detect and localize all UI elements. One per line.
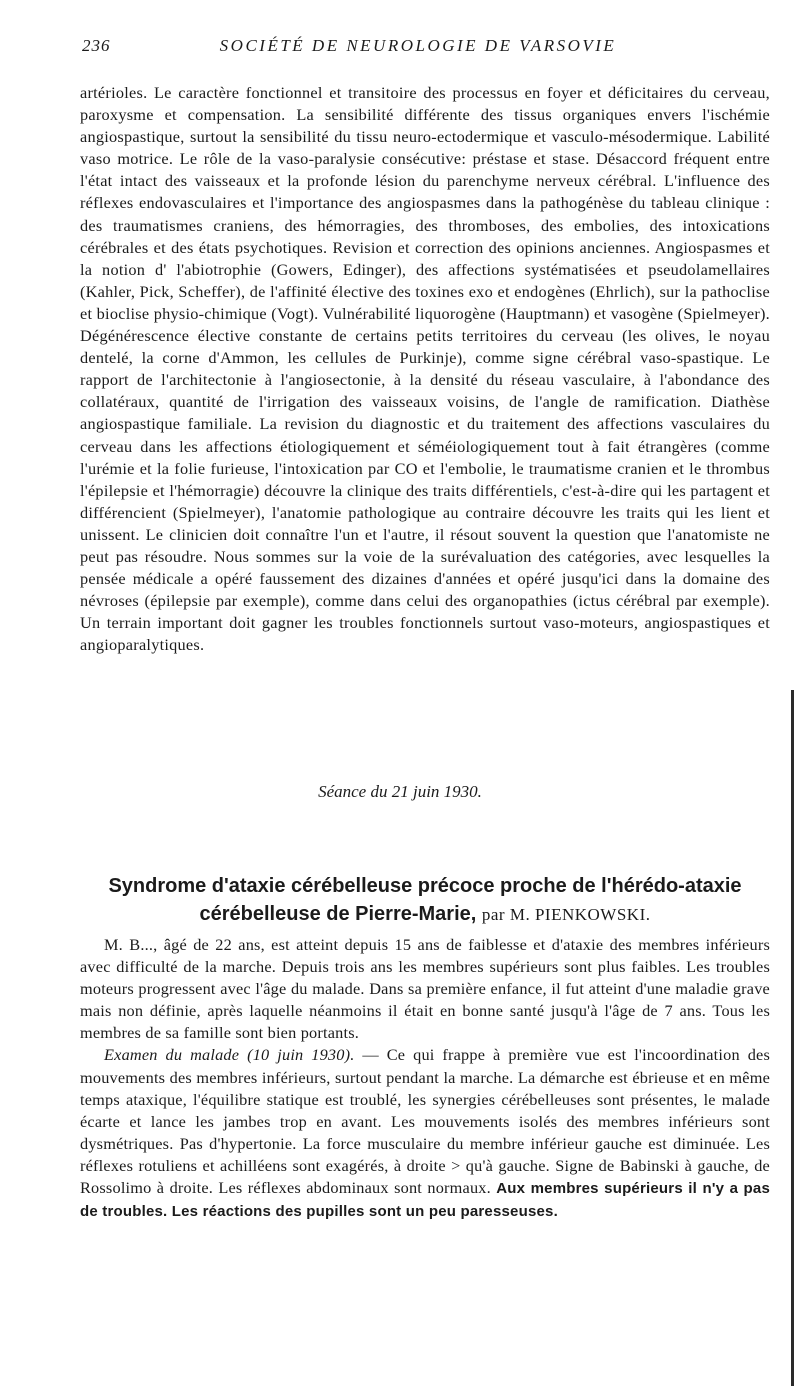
body-paragraph: artérioles. Le caractère fonctionnel et transitoire des processus en foyer et déficitaires du cerveau, paroxysme et compensation. La sensibilité différente des tissus organiques envers l'ischémie angiospastique, surtout la sensibilité du tissu neuro-ectodermique et vasculo-mésodermique. Labilité vaso motrice. Le rôle de la vaso-paralysie consécutive: préstase et stase. Désaccord fréquent entre l'état intact des vaisseaux et la profonde lésion du parenchyme nerveux cérébral. L'influence des réflexes endovasculaires et l'importance des angiospasmes dans la pathogénèse du tableau clinique : des traumatismes craniens, des hémorragies, des thromboses, des embolies, des intoxications cérébrales et des états psychotiques. Revision et correction des opinions anciennes. Angiospasmes et la notion d' l'abiotrophie (Gowers, Edinger), des affections systématisées et pseudolamellaires (Kahler, Pick, Scheffer), de l'affinité élective des toxines exo et endogènes (Ehrlich), sur la pathoclise et bioclise physio-chimique (Vogt). Vulnérabilité liquorogène (Hauptmann) et vasogène (Spielmeyer). Dégénérescence élective constante de certains petits territoires du cerveau (les olives, le noyau dentelé, la corne d'Ammon, les cellules de Purkinje), comme signe cérébral vaso-spastique. Le rapport de l'architectonie à l'angiosectonie, à la densité du réseau vasculaire, à l'abondance des collatéraux, quantité de l'irrigation des vaisseaux voisins, de l'angle de ramification. Diathèse angiospastique familiale. La revision du diagnostic et du traitement des affections vasculaires du cerveau dans les affections étiologiquement et séméiologiquement tout à fait étrangères (comme l'urémie et la folie furieuse, l'intoxication par CO et l'embolie, le traumatisme cranien et le thrombus l'épilepsie et l'hémorragie) découvre la clinique des traits différentiels, c'est-à-dire qui les partagent et différencient (Spielmeyer), l'anatomie pathologique au contraire découvre les traits qui les lient et unissent. Le clinicien doit connaître l'un et l'autre, il résout souvent la question que l'anatomiste ne peut pas résoudre. Nous sommes sur la voie de la surévaluation des catégories, avec lesquelles la pensée médicale a opéré faussement des dizaines d'années et opéré jusqu'ici dans la domaine des névroses (épilepsie par exemple), comme dans celui des organopathies (ictus cérébral par exemple). Un terrain important doit gagner les troubles fonctionnels surtout vaso-moteurs, angiospastiques et angioparalytiques. [80,83,770,655]
page-edge-shadow [791,690,794,1386]
article-body [80,934,770,1223]
last-line: Aux membres supérieurs il n'y a pas de troubles. Les réactions des pupilles sont un peu paresseuses. [80,1180,770,1221]
article-paragraph-2 [80,1044,770,1223]
article-byline: par M. PIENKOWSKI. [481,905,651,924]
article-paragraph-1: M. B..., âgé de 22 ans, est atteint depuis 15 ans de faiblesse et d'ataxie des membres inférieurs avec difficulté de la marche. Depuis trois ans les membres supérieurs sont plus faibles. Les troubles moteurs progressent avec l'âge du malade. Dans sa première enfance, il fut atteint d'une maladie grave mais non définie, après laquelle néanmoins il était en bonne santé jusqu'à l'âge de 7 ans. Tous les membres de sa famille sont bien portants. [80,935,770,1043]
running-head [70,36,766,60]
exam-text: — Ce qui frappe à première vue est l'incoordination des mouvements des membres inférieurs, surtout pendant la marche. La démarche est ébrieuse et en même temps ataxique, l'équilibre statique est troublé, les synergies cérébelleuses sont présentes, le malade écarte et lance les jambes trop en avant. Les mouvements isolés des membres inférieurs sont dysmétriques. Pas d'hypertonie. La force musculaire du membre inférieur gauche est diminuée. Les réflexes rotuliens et achilléens sont exagérés, à droite > qu'à gauche. Signe de Babinski à gauche, de Rossolimo à droite. Les réflexes abdominaux sont normaux. [80,1045,770,1198]
page-number: 236 [82,36,111,55]
article-title: Syndrome d'ataxie cérébelleuse précoce proche de l'hérédo-ataxie cérébelleuse de Pierre-Marie, [108,875,742,925]
session-heading: Séance du 21 juin 1930. [318,782,482,801]
article-title-block [80,872,770,929]
exam-label: Examen du malade (10 juin 1930). [104,1045,355,1065]
journal-title: SOCIÉTÉ DE NEUROLOGIE DE VARSOVIE [219,36,617,55]
previous-article-text [80,82,770,656]
